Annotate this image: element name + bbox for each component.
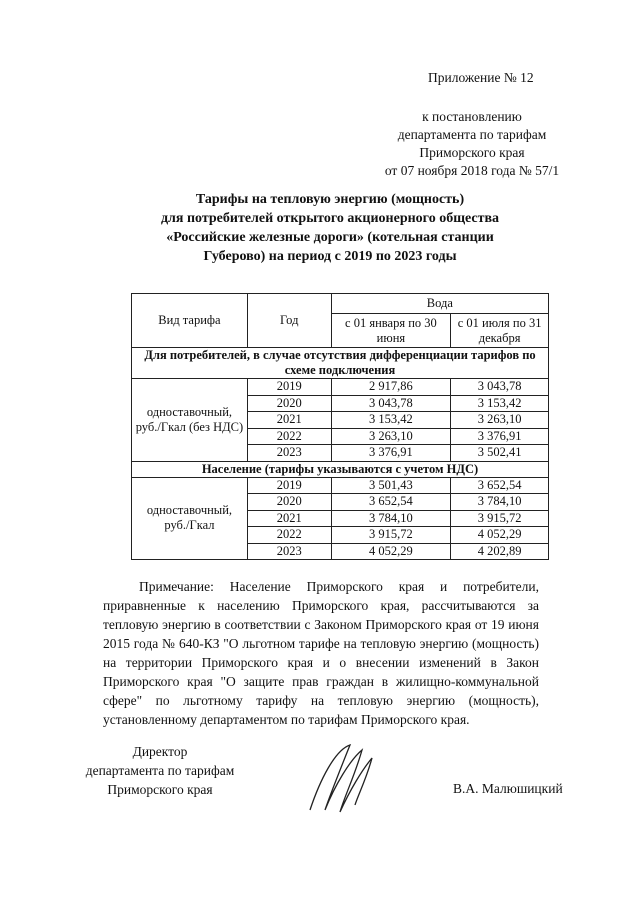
table-row	[132, 379, 549, 396]
year-cell: 2023	[247, 543, 331, 560]
header-year: Год	[247, 294, 331, 348]
section-heading: Население (тарифы указываются с учетом НДС)	[132, 461, 549, 477]
year-cell: 2020	[247, 395, 331, 412]
table-row	[132, 477, 549, 494]
ref-line: департамента по тарифам	[397, 127, 547, 142]
tariff-h2-cell: 3 263,10	[451, 412, 549, 429]
tariff-h2-cell: 3 153,42	[451, 395, 549, 412]
position-line: Директор	[132, 744, 188, 759]
tariff-h1-cell: 3 501,43	[331, 477, 451, 494]
tariff-h2-cell: 4 202,89	[451, 543, 549, 560]
tariff-h1-cell: 3 376,91	[331, 445, 451, 462]
signatory-position	[60, 742, 260, 799]
title-line: «Российские железные дороги» (котельная станции	[166, 230, 494, 245]
tariff-h2-cell: 3 043,78	[451, 379, 549, 396]
tariff-h1-cell: 3 915,72	[331, 527, 451, 544]
tariff-h1-cell: 2 917,86	[331, 379, 451, 396]
tariff-h1-cell: 3 153,42	[331, 412, 451, 429]
year-cell: 2023	[247, 445, 331, 462]
tariff-h2-cell: 4 052,29	[451, 527, 549, 544]
ref-line: от 07 ноября 2018 года № 57/1	[384, 163, 560, 178]
year-cell: 2019	[247, 379, 331, 396]
title-line: Тарифы на тепловую энергию (мощность)	[195, 192, 465, 207]
header-water: Вода	[331, 294, 548, 314]
tariff-h1-cell: 3 043,78	[331, 395, 451, 412]
tariff-h2-cell: 3 652,54	[451, 477, 549, 494]
title-line: для потребителей открытого акционерного общества	[160, 211, 500, 226]
ref-line: Приморского края	[419, 145, 525, 160]
header-period-2: с 01 июля по 31 декабря	[451, 314, 549, 348]
year-cell: 2020	[247, 494, 331, 511]
tariff-type: одноставочный, руб./Гкал	[132, 477, 248, 560]
signatory-name: В.А. Малюшицкий	[453, 781, 563, 796]
section-heading: Для потребителей, в случае отсутствия дифференциации тарифов по схеме подключения	[132, 348, 549, 379]
ref-line: к постановлению	[422, 109, 522, 124]
year-cell: 2021	[247, 412, 331, 429]
tariff-type: одноставочный, руб./Гкал (без НДС)	[132, 379, 248, 462]
note-text: Примечание: Население Приморского края и потребители, приравненные к населению Приморского края, рассчитываются за тепловую энергию в соответствии с Законом Приморского края от 19 июня 2015 года № 640-КЗ "О льготном тарифе на тепловую энергию (мощность) на территории Приморского края и о внесении изменений в Закон Приморского края "О защите прав граждан в жилищно-коммунальной сфере" по льготному тарифу на тепловую энергию (мощность), установленному департаментом по тарифам Приморского края.	[103, 579, 539, 727]
tariff-table	[131, 293, 549, 560]
position-line: Приморского края	[107, 782, 213, 797]
title-line: Губерово) на период с 2019 по 2023 годы	[203, 249, 457, 264]
header-tariff-type: Вид тарифа	[132, 294, 248, 348]
tariff-h1-cell: 3 263,10	[331, 428, 451, 445]
appendix-number: Приложение № 12	[428, 70, 534, 85]
tariff-h1-cell: 3 784,10	[331, 510, 451, 527]
document-title	[120, 190, 540, 266]
tariff-h1-cell: 3 652,54	[331, 494, 451, 511]
handwritten-signature	[300, 740, 380, 820]
year-cell: 2022	[247, 428, 331, 445]
year-cell: 2021	[247, 510, 331, 527]
tariff-h2-cell: 3 502,41	[451, 445, 549, 462]
year-cell: 2019	[247, 477, 331, 494]
tariff-h2-cell: 3 376,91	[451, 428, 549, 445]
resolution-reference	[372, 108, 572, 180]
tariff-h1-cell: 4 052,29	[331, 543, 451, 560]
header-period-1: с 01 января по 30 июня	[331, 314, 451, 348]
position-line: департамента по тарифам	[85, 763, 235, 778]
tariff-h2-cell: 3 784,10	[451, 494, 549, 511]
year-cell: 2022	[247, 527, 331, 544]
tariff-h2-cell: 3 915,72	[451, 510, 549, 527]
